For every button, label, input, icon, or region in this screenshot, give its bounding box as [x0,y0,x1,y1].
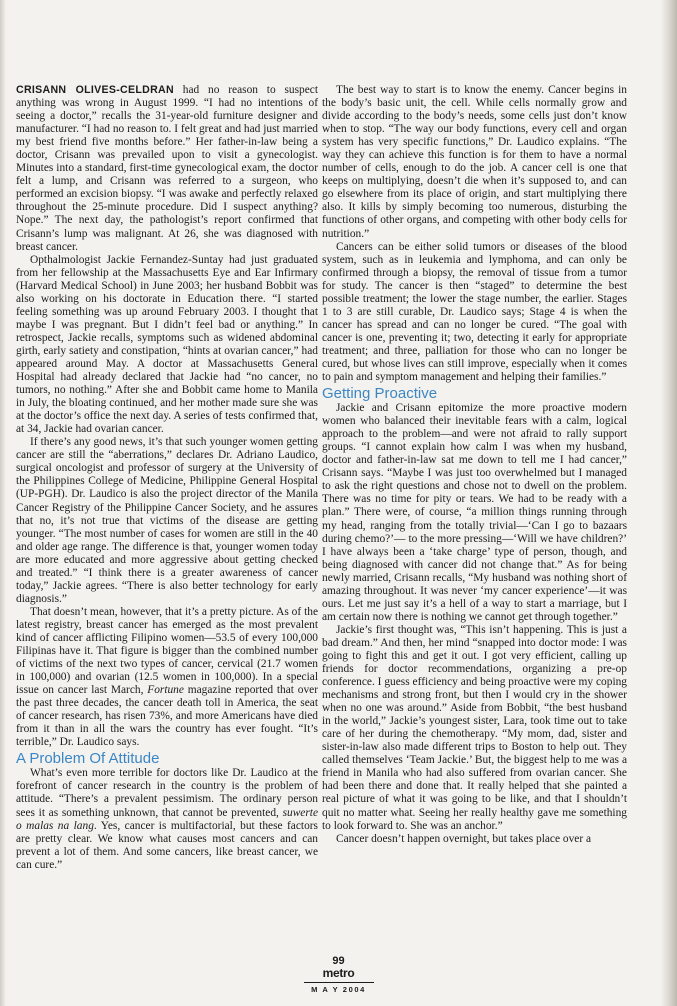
left-column [16,84,318,872]
section-heading-proactive: Getting Proactive [322,385,438,403]
intro-name: CRISANN OLIVES-CELDRAN [16,84,174,96]
paragraph-jackie-first-thought: Jackie’s first thought was, “This isn’t happening. This is just a bad dream.” And then, her mind “snapped into doctor mode: I was going to fight this and get it out. I got very efficient, calling up friends for doctor recommendations, organizing a pre-op conference. I guess efficiency and being proactive were my coping mechanisms and strong front, but then I would cry in the shower when no one was around.” Aside from Bobbit, “the best husband in the world,” Jackie’s youngest sister, Lara, took time out to take care of her during the chemotherapy. “My mom, dad, sister and sister-in-law also made different trips to Boston to help out. They called themselves ‘Team Jackie.’ But, the biggest help to me was a friend in Manila who had also suffered from ovarian cancer. She had been there and done that. It really helped that she painted a real picture of what it was going to be like, and that I shouldn’t quit no matter what. Seeing her really healthy gave me something to look forward to. She was an anchor.” [322,623,627,832]
paragraph-attitude [16,767,318,871]
paragraph-jackie: Opthalmologist Jackie Fernandez-Suntay had just graduated from her fellowship at the Massachusetts Eye and Ear Infirmary (Harvard Medical School) in June 2003; her husband Bobbit was also working on his doctorate in Education there. “I started feeling something was up around February 2003. I thought that maybe I was pregnant. But I didn’t feel bad or anything.” In retrospect, Jackie recalls, symptoms such as widened abdominal girth, early satiety and constipation, “hints at ovarian cancer,” had appeared around May. A doctor at Massachusetts General Hospital had already declared that Jackie had “no cancer, no tumors, no nothing.” After she and Bobbit came home to Manila in July, the bloating continued, and her mother made sure she was at the doctor’s office the next day. A series of tests confirmed that, at 34, Jackie had ovarian cancer. [16,253,318,436]
paragraph-good-news: If there’s any good news, it’s that such younger women getting cancer are still the “aberrations,” declares Dr. Adriano Laudico, surgical oncologist and professor of surgery at the University of the Philippines College of Medicine, Philippine General Hospital (UP-PGH). Dr. Laudico is also the project director of the Manila Cancer Registry of the Philippine Cancer Society, and he assures that no, it’s not true that victims of the disease are getting younger. “The most number of cases for women are still in the 40 and older age range. The difference is that, younger women today are more educated and more aggressive about getting checked and treated.” “I think there is a greater awareness of cancer today,” Jackie agrees. “There is also better technology for early diagnosis.” [16,436,318,605]
issue-date: M A Y 2004 [304,982,374,994]
tagalog-phrase: suwerte o malas na lang [16,806,318,832]
intro-paragraph [16,84,318,254]
paragraph-overnight: Cancer doesn’t happen overnight, but takes place over a [336,832,592,845]
paragraph-attitude-text-a: What’s even more terrible for doctors like Dr. Laudico at the forefront of cancer research in the country is the problem of attitude. “There’s a prevalent pessimism. The ordinary person sees it as something unknown, that cannot be prevented, [16,767,318,819]
right-column [322,84,627,846]
intro-paragraph-text: had no reason to suspect anything was wrong in August 1999. “I had no intentions of seeing a doctor,” recalls the 31-year-old furniture designer and manufacturer. “I had no reason to. I felt great and had just married my best friend five months before.” Her father-in-law being a doctor, Crisann was prevailed upon to visit a gynecologist. Minutes into a standard, first-time gynecological exam, the doctor felt a lump, and Crisann was referred to a surgeon, who performed an excision biopsy. “I was awake and perfectly relaxed throughout the 25-minute procedure. Did I suspect anything? Nope.” The next day, the pathologist’s report confirmed that Crisann’s lump was malignant. At 26, she was diagnosed with breast cancer. [16,84,318,253]
page-gutter-shadow [0,0,6,1006]
fortune-magazine-name: Fortune [147,684,184,697]
paragraph-statistics [16,606,318,750]
page-edge-shadow [661,0,677,1006]
paragraph-know-enemy: The best way to start is to know the enemy. Cancer begins in the body’s basic unit, the cell. While cells normally grow and divide according to the body’s needs, some cells just don’t know when to stop. “The way our body functions, every cell and organ system has very specific functions,” Dr. Laudico explains. “The way they can achieve this function is for them to have a normal number of cells, enough to do the job. A cancer cell is one that keeps on multiplying, doesn’t die when it’s supposed to, and can go elsewhere from its place of origin, and start multiplying there also. It kills by simply becoming too numerous, disturbing the functions of other organs, and competing with other body cells for nutrition.” [322,84,627,240]
paragraph-attitude-text-b: . Yes, cancer is multifactorial, but these factors are pretty clear. We know what causes most cancers and can prevent a lot of them. And some cancers, like breast cancer, we can cure.” [16,819,318,871]
paragraph-tumors: Cancers can be either solid tumors or diseases of the blood system, such as in leukemia and lymphoma, and can only be confirmed through a biopsy, the removal of tissue from a tumor for study. The cancer is then “staged” to determine the best possible treatment; the lower the stage number, the earlier. Stages 1 to 3 are still curable, Dr. Laudico says; Stage 4 is when the cancer has spread and can no longer be cured. “The goal with cancer is one, preventing it; two, detecting it early for appropriate treatment; and three, palliation for those who can no longer be cured, but whose lives can still improve, especially when it comes to pain and symptom management and helping their families.” [322,240,627,384]
paragraph-statistics-text-a: That doesn’t mean, however, that it’s a pretty picture. As of the latest registry, breast cancer has emerged as the most prevalent kind of cancer afflicting Filipino women—53.5 of every 100,000 Filipinas have it. That figure is bigger than the combined number of victims of the next two types of cancer, cervical (21.7 women in 100,000) and ovarian (12.5 women in 100,000). In a special issue on cancer last March, [16,605,318,697]
page-footer [0,955,677,994]
magazine-name: metro [322,966,355,980]
page-number: 99 [332,955,345,967]
paragraph-statistics-text-b: magazine reported that over the past three decades, the cancer death toll in America, the seat of cancer research, has risen 73%, and more Americans have died from it than in all the wars the country has ever fought. “It’s terrible,” Dr. Laudico says. [16,684,318,749]
section-heading-attitude: A Problem Of Attitude [16,750,160,768]
paragraph-epitomize: Jackie and Crisann epitomize the more proactive modern women who balanced their inevitable fears with a calm, logical approach to the problem—and were not afraid to rally support groups. “I cannot explain how calm I was when my husband, doctor and father-in-law sat me down to tell me I had cancer,” Crisann says. “Maybe I was just too overwhelmed but I managed to ask the right questions and chose not to dwell on the problem. There was no time for pity or tears. We had to be ready with a plan.” There were, of course, “a million things running through my head, ranging from the totally trivial—‘Can I go to bazaars during chemo?’— to the more pressing—‘Will we have children?’ I have always been a ‘take charge’ type of person, though, and being diagnosed with cancer did not change that.” As for being newly married, Crisann recalls, “My husband was nothing short of amazing throughout. It was never ‘my cancer experience’—it was ours. Let me just say it’s a hell of a way to start a marriage, but I am certain now there is nothing we cannot get through together.” [322,402,627,623]
